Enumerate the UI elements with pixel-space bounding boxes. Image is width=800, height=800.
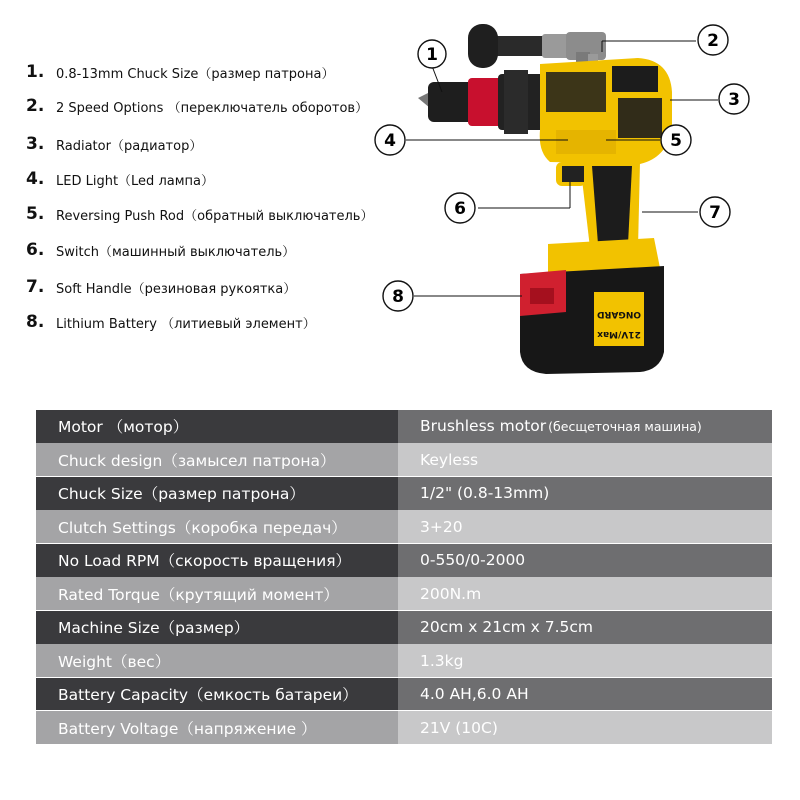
callout-4	[375, 125, 405, 155]
callout-2	[698, 25, 728, 55]
drill-body	[540, 58, 672, 164]
legend-text: Lithium Battery （литиевый элемент）	[56, 316, 316, 332]
callout-3	[719, 84, 749, 114]
spec-label: Weight（вес）	[36, 644, 398, 677]
spec-label: Battery Voltage（напряжение ）	[36, 711, 398, 744]
legend-item	[26, 236, 295, 264]
spec-value: 21V (10C)	[398, 711, 772, 744]
legend-text: Soft Handle（резиновая рукоятка）	[56, 281, 297, 297]
callout-label: 3	[728, 90, 740, 110]
legend-number: 2.	[26, 96, 45, 116]
legend-item	[26, 58, 334, 86]
spec-row-chuck-design	[36, 443, 772, 476]
legend-number: 7.	[26, 277, 45, 297]
callout-6	[445, 193, 475, 223]
callout-5	[661, 125, 691, 155]
legend-text: Reversing Push Rod（обратный выключатель）	[56, 208, 374, 224]
drill-drawing	[370, 12, 790, 387]
spec-label: Chuck design（замысел патрона）	[36, 443, 398, 476]
callout-label: 7	[709, 203, 721, 223]
legend-text: 0.8-13mm Chuck Size（размер патрона）	[56, 66, 335, 82]
legend-item	[26, 92, 368, 120]
legend-text: Radiator（радиатор）	[56, 138, 203, 154]
spec-value	[398, 410, 772, 443]
spec-label: Battery Capacity（емкость батареи）	[36, 678, 398, 711]
legend-number: 5.	[26, 204, 45, 224]
spec-label: Motor （мотор）	[36, 410, 398, 443]
spec-row-chuck-size	[36, 477, 772, 510]
spec-label: Machine Size（размер）	[36, 611, 398, 644]
spec-value: 3+20	[398, 510, 772, 543]
legend-text: Switch（машинный выключатель）	[56, 244, 296, 260]
spec-value: 200N.m	[398, 577, 772, 610]
battery-brand-text: ONGARD	[597, 309, 641, 319]
callout-label: 6	[454, 199, 466, 219]
callout-7	[700, 197, 730, 227]
spec-value: 20cm x 21cm x 7.5cm	[398, 611, 772, 644]
spec-row-motor	[36, 410, 772, 443]
callout-label: 8	[392, 287, 404, 307]
spec-row-battery-voltage	[36, 711, 772, 744]
callout-8	[383, 281, 413, 311]
spec-row-battery-capacity	[36, 678, 772, 711]
spec-row-rated-torque	[36, 577, 772, 610]
legend-number: 6.	[26, 240, 45, 260]
legend-number: 3.	[26, 134, 45, 154]
spec-value: 4.0 AH,6.0 AH	[398, 678, 772, 711]
legend-item	[26, 165, 214, 193]
legend-text: 2 Speed Options （переключатель оборотов）	[56, 100, 369, 116]
legend-number: 4.	[26, 169, 45, 189]
legend-number: 1.	[26, 62, 45, 82]
spec-label: Rated Torque（крутящий момент）	[36, 577, 398, 610]
legend-number: 8.	[26, 312, 45, 332]
spec-value-note: (бесщеточная машина)	[548, 418, 702, 434]
spec-row-no-load-rpm	[36, 544, 772, 577]
spec-label: No Load RPM（скорость вращения）	[36, 544, 398, 577]
callout-label: 5	[670, 131, 682, 151]
legend-item	[26, 308, 316, 336]
spec-row-machine-size	[36, 611, 772, 644]
spec-value: 1/2" (0.8-13mm)	[398, 477, 772, 510]
callout-label: 4	[384, 131, 396, 151]
spec-label: Clutch Settings（коробка передач）	[36, 510, 398, 543]
legend-text: LED Light（Led лампа）	[56, 173, 214, 189]
callout-label: 1	[426, 45, 438, 65]
legend-item	[26, 273, 296, 301]
spec-value: 0-550/0-2000	[398, 544, 772, 577]
legend-item	[26, 130, 202, 158]
drill-illustration	[370, 12, 790, 387]
battery-pack	[520, 238, 664, 374]
spec-value-text: Brushless motor	[420, 417, 547, 436]
spec-row-weight	[36, 644, 772, 677]
spec-value: Keyless	[398, 443, 772, 476]
spec-value: 1.3kg	[398, 644, 772, 677]
battery-voltage-text: 21V/Max	[597, 329, 641, 339]
drill-handle	[556, 162, 640, 248]
callout-1	[418, 40, 446, 68]
spec-table	[36, 410, 772, 745]
spec-label: Chuck Size（размер патрона）	[36, 477, 398, 510]
callout-label: 2	[707, 31, 719, 51]
legend-item	[26, 200, 373, 228]
spec-row-clutch-settings	[36, 510, 772, 543]
